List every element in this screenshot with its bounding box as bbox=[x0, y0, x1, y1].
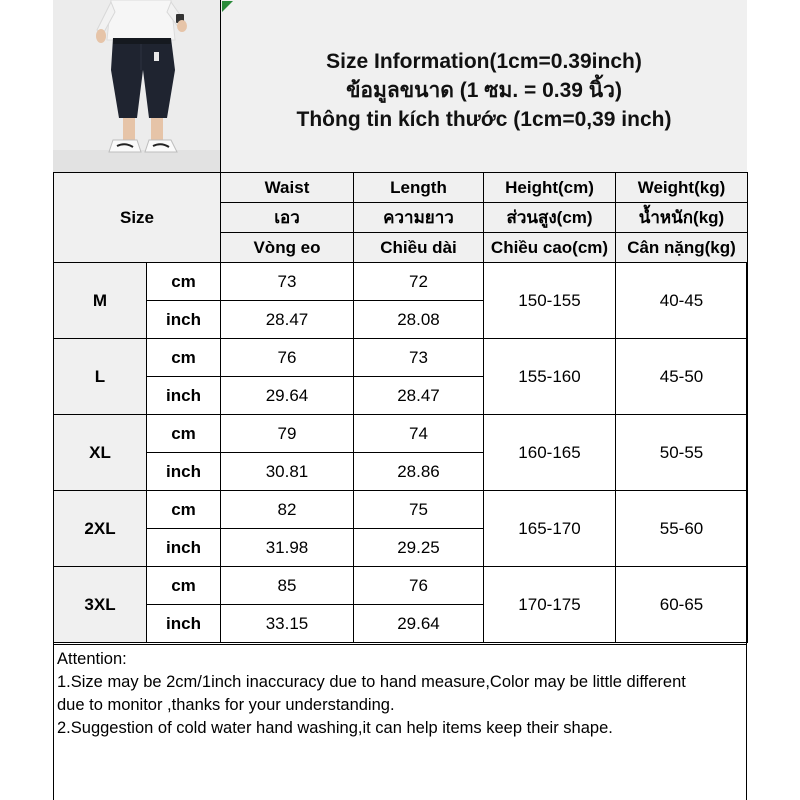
unit-inch: inch bbox=[147, 605, 221, 643]
size-label: 3XL bbox=[54, 567, 147, 643]
unit-cm: cm bbox=[147, 415, 221, 453]
length-cm: 75 bbox=[354, 491, 484, 529]
unit-cm: cm bbox=[147, 567, 221, 605]
size-label: XL bbox=[54, 415, 147, 491]
size-table bbox=[53, 172, 748, 643]
weight-range: 55-60 bbox=[616, 491, 748, 567]
waist-inch: 30.81 bbox=[221, 453, 354, 491]
waist-inch: 29.64 bbox=[221, 377, 354, 415]
table-row bbox=[54, 567, 748, 605]
unit-cm: cm bbox=[147, 263, 221, 301]
length-cm: 74 bbox=[354, 415, 484, 453]
height-range: 155-160 bbox=[484, 339, 616, 415]
waist-inch: 33.15 bbox=[221, 605, 354, 643]
height-header: Height(cm) bbox=[484, 173, 616, 203]
size-column-header: Size bbox=[54, 173, 221, 263]
waist-header: Waist bbox=[221, 173, 354, 203]
size-label: L bbox=[54, 339, 147, 415]
attention-note-2: 2.Suggestion of cold water hand washing,it can help items keep their shape. bbox=[57, 719, 613, 737]
length-cm: 72 bbox=[354, 263, 484, 301]
weight-header-thai: น้ำหนัก(kg) bbox=[616, 203, 748, 233]
waist-inch: 28.47 bbox=[221, 301, 354, 339]
attention-notes bbox=[53, 644, 747, 800]
height-range: 170-175 bbox=[484, 567, 616, 643]
length-header-thai: ความยาว bbox=[354, 203, 484, 233]
height-range: 150-155 bbox=[484, 263, 616, 339]
title-thai: ข้อมูลขนาด (1 ซม. = 0.39 นิ้ว) bbox=[346, 78, 622, 102]
waist-cm: 76 bbox=[221, 339, 354, 377]
model-wearing-pants-image bbox=[53, 0, 220, 172]
waist-inch: 31.98 bbox=[221, 529, 354, 567]
size-info-title bbox=[221, 0, 747, 172]
length-header-vietnamese: Chiều dài bbox=[354, 233, 484, 263]
product-photo bbox=[53, 0, 221, 172]
length-inch: 28.08 bbox=[354, 301, 484, 339]
table-row bbox=[54, 491, 748, 529]
length-inch: 29.64 bbox=[354, 605, 484, 643]
height-range: 165-170 bbox=[484, 491, 616, 567]
waist-header-vietnamese: Vòng eo bbox=[221, 233, 354, 263]
weight-range: 50-55 bbox=[616, 415, 748, 491]
length-cm: 73 bbox=[354, 339, 484, 377]
weight-header: Weight(kg) bbox=[616, 173, 748, 203]
length-cm: 76 bbox=[354, 567, 484, 605]
title-english: Size Information(1cm=0.39inch) bbox=[326, 49, 642, 73]
attention-note-1: 1.Size may be 2cm/1inch inaccuracy due to hand measure,Color may be little different bbox=[57, 673, 686, 691]
weight-header-vietnamese: Cân nặng(kg) bbox=[616, 233, 748, 263]
waist-cm: 79 bbox=[221, 415, 354, 453]
size-label: 2XL bbox=[54, 491, 147, 567]
header-row-english bbox=[54, 173, 748, 203]
height-header-vietnamese: Chiều cao(cm) bbox=[484, 233, 616, 263]
table-row bbox=[54, 415, 748, 453]
waist-cm: 82 bbox=[221, 491, 354, 529]
height-header-thai: ส่วนสูง(cm) bbox=[484, 203, 616, 233]
height-range: 160-165 bbox=[484, 415, 616, 491]
length-inch: 28.47 bbox=[354, 377, 484, 415]
table-row bbox=[54, 339, 748, 377]
weight-range: 60-65 bbox=[616, 567, 748, 643]
unit-inch: inch bbox=[147, 377, 221, 415]
unit-cm: cm bbox=[147, 491, 221, 529]
waist-cm: 73 bbox=[221, 263, 354, 301]
waist-cm: 85 bbox=[221, 567, 354, 605]
weight-range: 40-45 bbox=[616, 263, 748, 339]
length-inch: 29.25 bbox=[354, 529, 484, 567]
title-vietnamese: Thông tin kích thước (1cm=0,39 inch) bbox=[296, 107, 672, 131]
length-header: Length bbox=[354, 173, 484, 203]
attention-heading: Attention: bbox=[57, 650, 127, 668]
unit-inch: inch bbox=[147, 529, 221, 567]
length-inch: 28.86 bbox=[354, 453, 484, 491]
waist-header-thai: เอว bbox=[221, 203, 354, 233]
attention-note-1-cont: due to monitor ,thanks for your understanding. bbox=[57, 696, 395, 714]
unit-cm: cm bbox=[147, 339, 221, 377]
weight-range: 45-50 bbox=[616, 339, 748, 415]
size-label: M bbox=[54, 263, 147, 339]
table-row bbox=[54, 263, 748, 301]
unit-inch: inch bbox=[147, 453, 221, 491]
unit-inch: inch bbox=[147, 301, 221, 339]
